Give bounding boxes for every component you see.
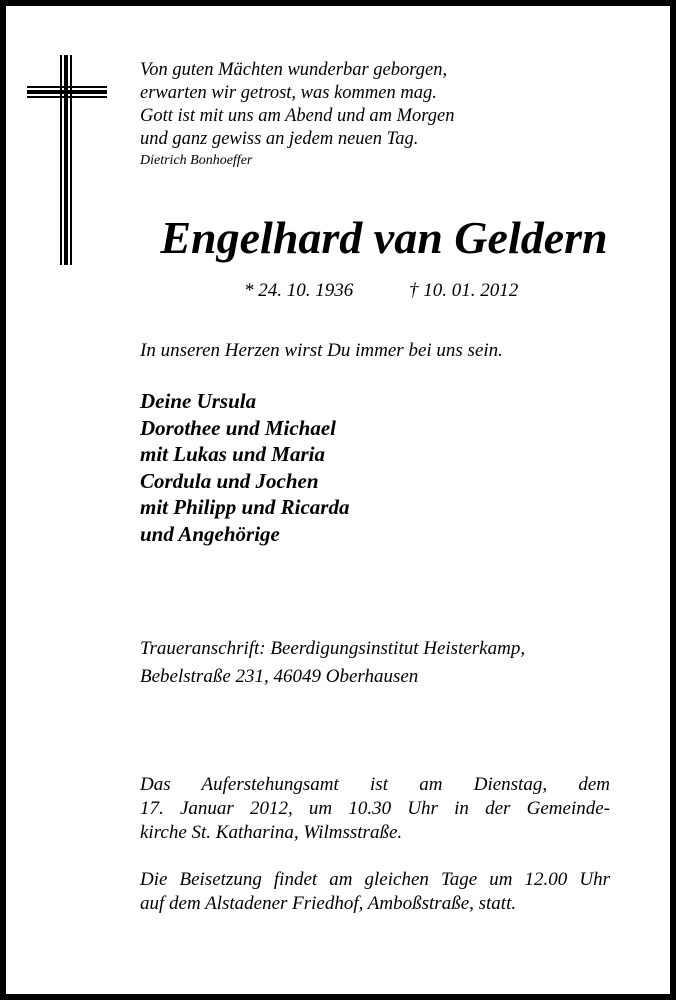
death-date: † 10. 01. 2012 [409,280,519,301]
service-announcement [140,773,610,845]
motto-line: Von guten Mächten wunderbar geborgen, [140,60,448,80]
burial-line: Die Beisetzung findet am gleichen Tage um 12.00 Uhr [140,869,610,890]
motto-verse [140,59,620,151]
mourning-address-street: Bebelstraße 231, 46049 Oberhausen [140,666,419,687]
motto-author: Dietrich Bonhoeffer [140,153,253,168]
burial-line: auf dem Alstadener Friedhof, Amboßstraße, statt. [140,893,517,914]
mourner-line: Cordula und Jochen [140,468,319,493]
motto-line: und ganz gewiss an jedem neuen Tag. [140,129,419,149]
birth-date: * 24. 10. 1936 [244,280,354,301]
mourner-line: Dorothee und Michael [140,415,337,440]
mourners-list [140,388,349,547]
mourner-line: mit Philipp und Ricarda [140,495,350,519]
service-line: kirche St. Katharina, Wilmsstraße. [140,822,403,843]
burial-announcement [140,868,610,916]
mourning-address-line: Traueranschrift: Beerdigungsinstitut Heisterkamp, [140,638,526,659]
service-line: Das Auferstehungsamt ist am Dienstag, dem [140,774,610,795]
motto-line: erwarten wir getrost, was kommen mag. [140,83,437,103]
mourner-line: und Angehörige [140,521,280,546]
deceased-name: Engelhard van Geldern [160,212,608,263]
mourner-line: Deine Ursula [140,389,257,413]
service-line: 17. Januar 2012, um 10.30 Uhr in der Gemeinde- [140,798,610,819]
mourner-line: mit Lukas und Maria [140,442,325,466]
dedication-text: In unseren Herzen wirst Du immer bei uns sein. [140,340,503,361]
motto-line: Gott ist mit uns am Abend und am Morgen [140,106,455,126]
